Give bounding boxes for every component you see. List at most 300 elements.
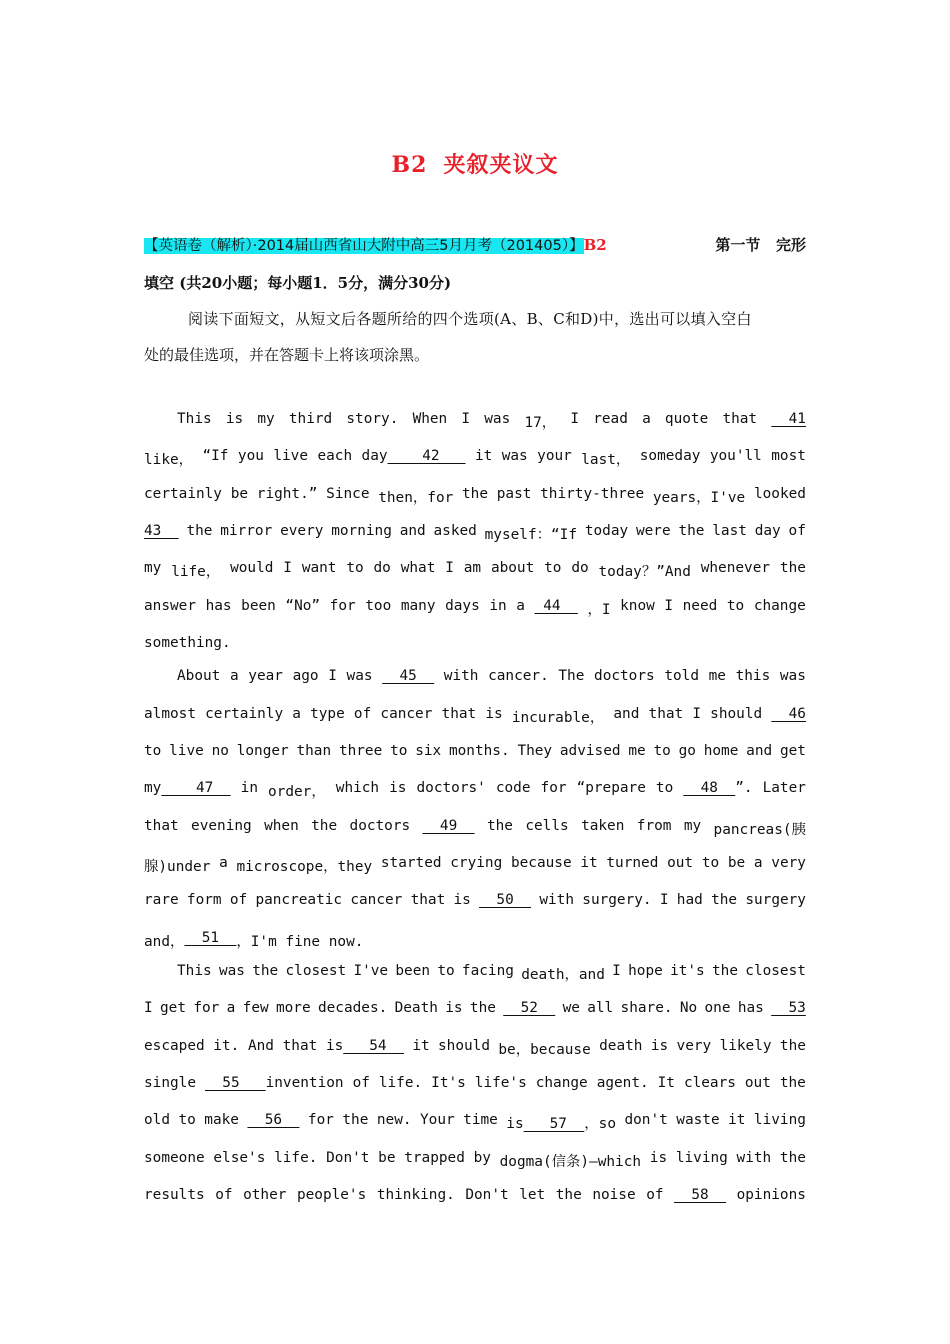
blank-42: 42 (387, 448, 466, 464)
word: with (736, 1150, 772, 1166)
word: to (144, 743, 162, 759)
word: all (587, 1000, 614, 1016)
passage-line (144, 892, 806, 908)
passage-line (144, 855, 806, 876)
word: do (571, 560, 589, 576)
passage-line (144, 560, 806, 581)
word: very (771, 855, 806, 871)
word: to (655, 780, 674, 796)
word: I've (353, 963, 389, 979)
word: days (445, 598, 480, 614)
word: I (445, 560, 454, 576)
word: the (779, 1038, 806, 1054)
word: hope (628, 963, 663, 979)
word: a (642, 411, 651, 427)
word: because (510, 855, 572, 871)
word: me (708, 668, 726, 684)
word: in (240, 780, 258, 796)
blank-43: 43 (144, 523, 179, 539)
word: incurable， (511, 710, 605, 726)
word: answer (144, 598, 196, 614)
passage-line (144, 598, 806, 619)
word: noise (592, 1187, 636, 1203)
word: type (310, 706, 345, 722)
word: was (218, 963, 245, 979)
word: someone (144, 1150, 205, 1166)
word: Later (762, 780, 806, 796)
word: clears (683, 1075, 736, 1091)
word: with (443, 668, 479, 684)
word: it (412, 1038, 430, 1054)
word: is (389, 780, 407, 796)
word: advised (559, 743, 621, 759)
word: need (682, 598, 718, 614)
word: Don't (465, 1187, 509, 1203)
word: six (415, 743, 442, 759)
word: my (144, 560, 162, 576)
word: Your (420, 1112, 455, 1128)
word: was (484, 411, 511, 427)
word: life's (474, 1075, 527, 1091)
word: was (346, 668, 373, 684)
word: no (211, 743, 229, 759)
word: myself：“If (484, 527, 578, 543)
word: the (779, 1150, 806, 1166)
word: it (474, 448, 493, 464)
word: people's (296, 1187, 367, 1203)
word: Since (326, 486, 370, 502)
page-title (0, 148, 950, 179)
word: of (788, 523, 806, 539)
word: out (667, 855, 694, 871)
word: it (728, 1112, 746, 1128)
word: turned (606, 855, 659, 871)
title-code: B2 (391, 152, 428, 178)
word: for (329, 598, 356, 614)
blank-53: 53 (771, 1000, 806, 1016)
word: change (753, 598, 806, 614)
word: something. (144, 635, 231, 651)
word: certainly (205, 706, 284, 722)
word: that (722, 411, 758, 427)
word: past (496, 486, 532, 502)
word: the (342, 1112, 369, 1128)
word: the (311, 818, 338, 834)
word: was (779, 668, 806, 684)
word: ，I'm fine now. (236, 934, 364, 950)
word: form (186, 892, 222, 908)
word: and (746, 743, 773, 759)
word: last (712, 523, 747, 539)
word: death，and (521, 967, 605, 983)
word: life. (378, 1075, 423, 1091)
word: pancreatic (255, 892, 343, 908)
word: the (555, 1187, 582, 1203)
word: to (653, 743, 671, 759)
word: life. (274, 1150, 318, 1166)
passage-line (144, 1150, 806, 1171)
blank-41: 41 (771, 411, 806, 427)
word: surgery. (582, 892, 652, 908)
word: ，I (587, 602, 611, 618)
word: is (506, 1116, 524, 1132)
source-header (144, 234, 806, 255)
word: every (280, 523, 324, 539)
word: day (754, 523, 781, 539)
word: I (283, 560, 292, 576)
blank-54: 54 (343, 1038, 404, 1054)
word: home (703, 743, 739, 759)
word: a (292, 706, 301, 722)
word: facing (461, 963, 514, 979)
word: code (495, 780, 531, 796)
word: to (346, 560, 364, 576)
word: a (219, 855, 228, 871)
word: and， (144, 934, 185, 950)
word: live (273, 448, 309, 464)
word: life， (171, 564, 221, 580)
word: whenever (700, 560, 771, 576)
word: for (307, 1112, 334, 1128)
word: the (779, 1075, 806, 1091)
word: of (353, 706, 372, 722)
instructions-line-2: 处的最佳选项，并在答题卡上将该项涂黑。 (144, 346, 430, 364)
word: microscope，they (236, 859, 373, 875)
blank-45: 45 (382, 668, 435, 684)
word: ago (292, 668, 319, 684)
word: decades. (317, 1000, 388, 1016)
word: last， (581, 452, 631, 468)
word: likely (719, 1038, 772, 1054)
word: I (664, 598, 674, 614)
word: share. (620, 1000, 673, 1016)
word: few (242, 1000, 269, 1016)
word: the (779, 560, 806, 576)
word: to (701, 855, 720, 871)
word: escaped it. And that is (144, 1038, 344, 1054)
passage-line (144, 523, 806, 544)
word: is (445, 1000, 463, 1016)
word: from (636, 818, 672, 834)
word: want (301, 560, 337, 576)
word: then，for (378, 490, 454, 506)
word: read (593, 411, 628, 427)
word: story. (346, 411, 399, 427)
word: the (186, 523, 213, 539)
word: I (328, 668, 337, 684)
passage-line (144, 963, 806, 984)
word: living (675, 1150, 728, 1166)
passage-line (144, 448, 806, 469)
word: and (399, 523, 426, 539)
word: which (335, 780, 380, 796)
word: single (144, 1075, 196, 1091)
word: This (177, 963, 212, 979)
word: the (486, 818, 513, 834)
blank-47: 47 (161, 780, 231, 796)
word: you'll (709, 448, 762, 464)
blank-57: 57 (523, 1116, 585, 1132)
word: of (229, 892, 248, 908)
word: a (229, 668, 239, 684)
word: a (226, 1000, 236, 1016)
word: invention (265, 1075, 344, 1091)
word: evening (191, 818, 252, 834)
blank-50: 50 (479, 892, 532, 908)
blank-58: 58 (674, 1187, 727, 1203)
word: to (390, 743, 408, 759)
word: Death (394, 1000, 438, 1016)
word: get (779, 743, 806, 759)
word: doctors (349, 818, 411, 834)
word: old (144, 1112, 170, 1128)
word: It (657, 1075, 675, 1091)
word: out (744, 1075, 771, 1091)
word: get (160, 1000, 186, 1016)
word: three (338, 743, 383, 759)
word: of (646, 1187, 664, 1203)
word: this (735, 668, 771, 684)
word: too (365, 598, 392, 614)
word: waste (676, 1112, 720, 1128)
word: opinions (736, 1187, 806, 1203)
word: a (516, 598, 525, 614)
word: morning (331, 523, 392, 539)
word: should (438, 1038, 490, 1054)
word: the (711, 892, 738, 908)
word: dogma(信条)—which (499, 1154, 642, 1170)
word: surgery (745, 892, 806, 908)
word: today (584, 523, 629, 539)
word: than (296, 743, 332, 759)
source-tag: B2 (583, 236, 607, 254)
word: am (463, 560, 482, 576)
word: very (676, 1038, 712, 1054)
blank-49: 49 (422, 818, 475, 834)
word: taken (581, 818, 625, 834)
word: other (243, 1187, 287, 1203)
passage-line (144, 780, 806, 801)
word: someday (639, 448, 701, 464)
word: were (635, 523, 671, 539)
word: longer (236, 743, 289, 759)
word: know (620, 598, 655, 614)
word: for (193, 1000, 220, 1016)
word: about (490, 560, 535, 576)
word: years，I've (652, 490, 746, 506)
blank-55: 55 (204, 1075, 266, 1091)
word: what (400, 560, 436, 576)
word: time (463, 1112, 498, 1128)
word: agent. (596, 1075, 649, 1091)
word: quote (664, 411, 709, 427)
word: was (501, 448, 528, 464)
word: No (679, 1000, 698, 1016)
section-subtitle: 填空 (共20小题；每小题1．5分，满分30分) (144, 274, 452, 292)
word: by (473, 1150, 491, 1166)
word: They (517, 743, 553, 759)
word: don't (624, 1112, 668, 1128)
word: is (650, 1038, 669, 1054)
word: with (539, 892, 575, 908)
passage-line (144, 635, 806, 651)
word: been (241, 598, 276, 614)
word: trapped (404, 1150, 465, 1166)
word: is (225, 411, 244, 427)
word: be (378, 1150, 396, 1166)
word: order， (268, 784, 326, 800)
word: right.” (256, 486, 318, 502)
word: pancreas(胰 (713, 822, 806, 838)
word: the (252, 963, 279, 979)
word: death (599, 1038, 643, 1054)
word: let (519, 1187, 546, 1203)
word: more (275, 1000, 311, 1016)
word: change (535, 1075, 588, 1091)
word: like， (144, 452, 194, 468)
word: is (649, 1150, 668, 1166)
word: is (485, 706, 503, 722)
word: ，so (584, 1116, 616, 1132)
word: cancer. (488, 668, 549, 684)
word: is (453, 892, 471, 908)
word: has (205, 598, 232, 614)
word: “No” (285, 598, 321, 614)
blank-44: 44 (534, 598, 578, 614)
word: that (144, 818, 179, 834)
passage-line (144, 1187, 806, 1203)
word: today？”And (598, 564, 691, 580)
word: thinking. (376, 1187, 455, 1203)
word: for (540, 780, 567, 796)
word: It's (431, 1075, 466, 1091)
word: mirror (220, 523, 273, 539)
word: my (257, 411, 275, 427)
word: closest (285, 963, 347, 979)
word: your (537, 448, 572, 464)
word: new. (376, 1112, 412, 1128)
word: cancer (380, 706, 433, 722)
word: months. (448, 743, 510, 759)
word: to (726, 598, 745, 614)
word: had (676, 892, 703, 908)
word: almost (144, 706, 196, 722)
word: closest (745, 963, 806, 979)
passage-line (144, 1075, 806, 1091)
passage-line (144, 706, 806, 727)
word: doctors' (416, 780, 486, 796)
word: one (704, 1000, 731, 1016)
word: doctors (594, 668, 655, 684)
word: This (177, 411, 212, 427)
word: that (441, 706, 477, 722)
word: living (753, 1112, 806, 1128)
passage-line (144, 930, 806, 951)
word: started (380, 855, 442, 871)
word: that (410, 892, 446, 908)
blank-56: 56 (247, 1112, 300, 1128)
word: most (771, 448, 806, 464)
word: to (178, 1112, 196, 1128)
word: I (612, 963, 621, 979)
word: The (558, 668, 585, 684)
passage-line (144, 486, 806, 507)
word: certainly (144, 486, 222, 502)
passage-line (144, 1000, 806, 1016)
word: I (461, 411, 471, 427)
word: else's (213, 1150, 266, 1166)
word: has (737, 1000, 764, 1016)
word: be (230, 486, 249, 502)
word: it (580, 855, 598, 871)
instructions-line-1: 阅读下面短文，从短文后各题所给的四个选项(A、B、C和D)中，选出可以填入空白 (188, 310, 752, 328)
word: go (678, 743, 696, 759)
word: and (613, 706, 640, 722)
word: been (395, 963, 431, 979)
word: the (462, 486, 489, 502)
blank-52: 52 (503, 1000, 556, 1016)
word: rare (144, 892, 179, 908)
word: results (144, 1187, 205, 1203)
word: many (400, 598, 436, 614)
word: “prepare (576, 780, 646, 796)
blank-48: 48 (683, 780, 736, 796)
word: the (678, 523, 705, 539)
word: you (237, 448, 264, 464)
word: of (215, 1187, 233, 1203)
word: “If (202, 448, 229, 464)
word: that (648, 706, 684, 722)
passage-line (144, 743, 806, 759)
word: when (264, 818, 299, 834)
word: be (727, 855, 746, 871)
word: the (469, 1000, 496, 1016)
word: of (352, 1075, 370, 1091)
word: a (753, 855, 763, 871)
word: live (169, 743, 204, 759)
word: crying (450, 855, 503, 871)
word: When (412, 411, 448, 427)
word: Don't (326, 1150, 370, 1166)
word: day (361, 448, 388, 464)
word: my (683, 818, 702, 834)
word: I (144, 1000, 153, 1016)
source-highlight: 【英语卷（解析）·2014届山西省山大附中高三5月月考（201405）】 (144, 238, 584, 254)
passage-line (144, 818, 806, 839)
word: do (373, 560, 391, 576)
passage-line (144, 1112, 806, 1133)
word: year (248, 668, 283, 684)
word: make (204, 1112, 239, 1128)
word: to (544, 560, 562, 576)
word: would (230, 560, 274, 576)
word: the (712, 963, 738, 979)
word: in (489, 598, 507, 614)
word: asked (433, 523, 477, 539)
word: I (570, 411, 580, 427)
word: looked (753, 486, 806, 502)
section-label: 第一节 完形 (715, 236, 806, 254)
blank-46: 46 (771, 706, 806, 722)
passage-line (144, 411, 806, 432)
word: be，because (498, 1042, 591, 1058)
word: it's (670, 963, 705, 979)
word: thirty-three (540, 486, 645, 502)
word: we (562, 1000, 580, 1016)
word: cells (525, 818, 569, 834)
word: cancer (350, 892, 403, 908)
word: third (288, 411, 333, 427)
